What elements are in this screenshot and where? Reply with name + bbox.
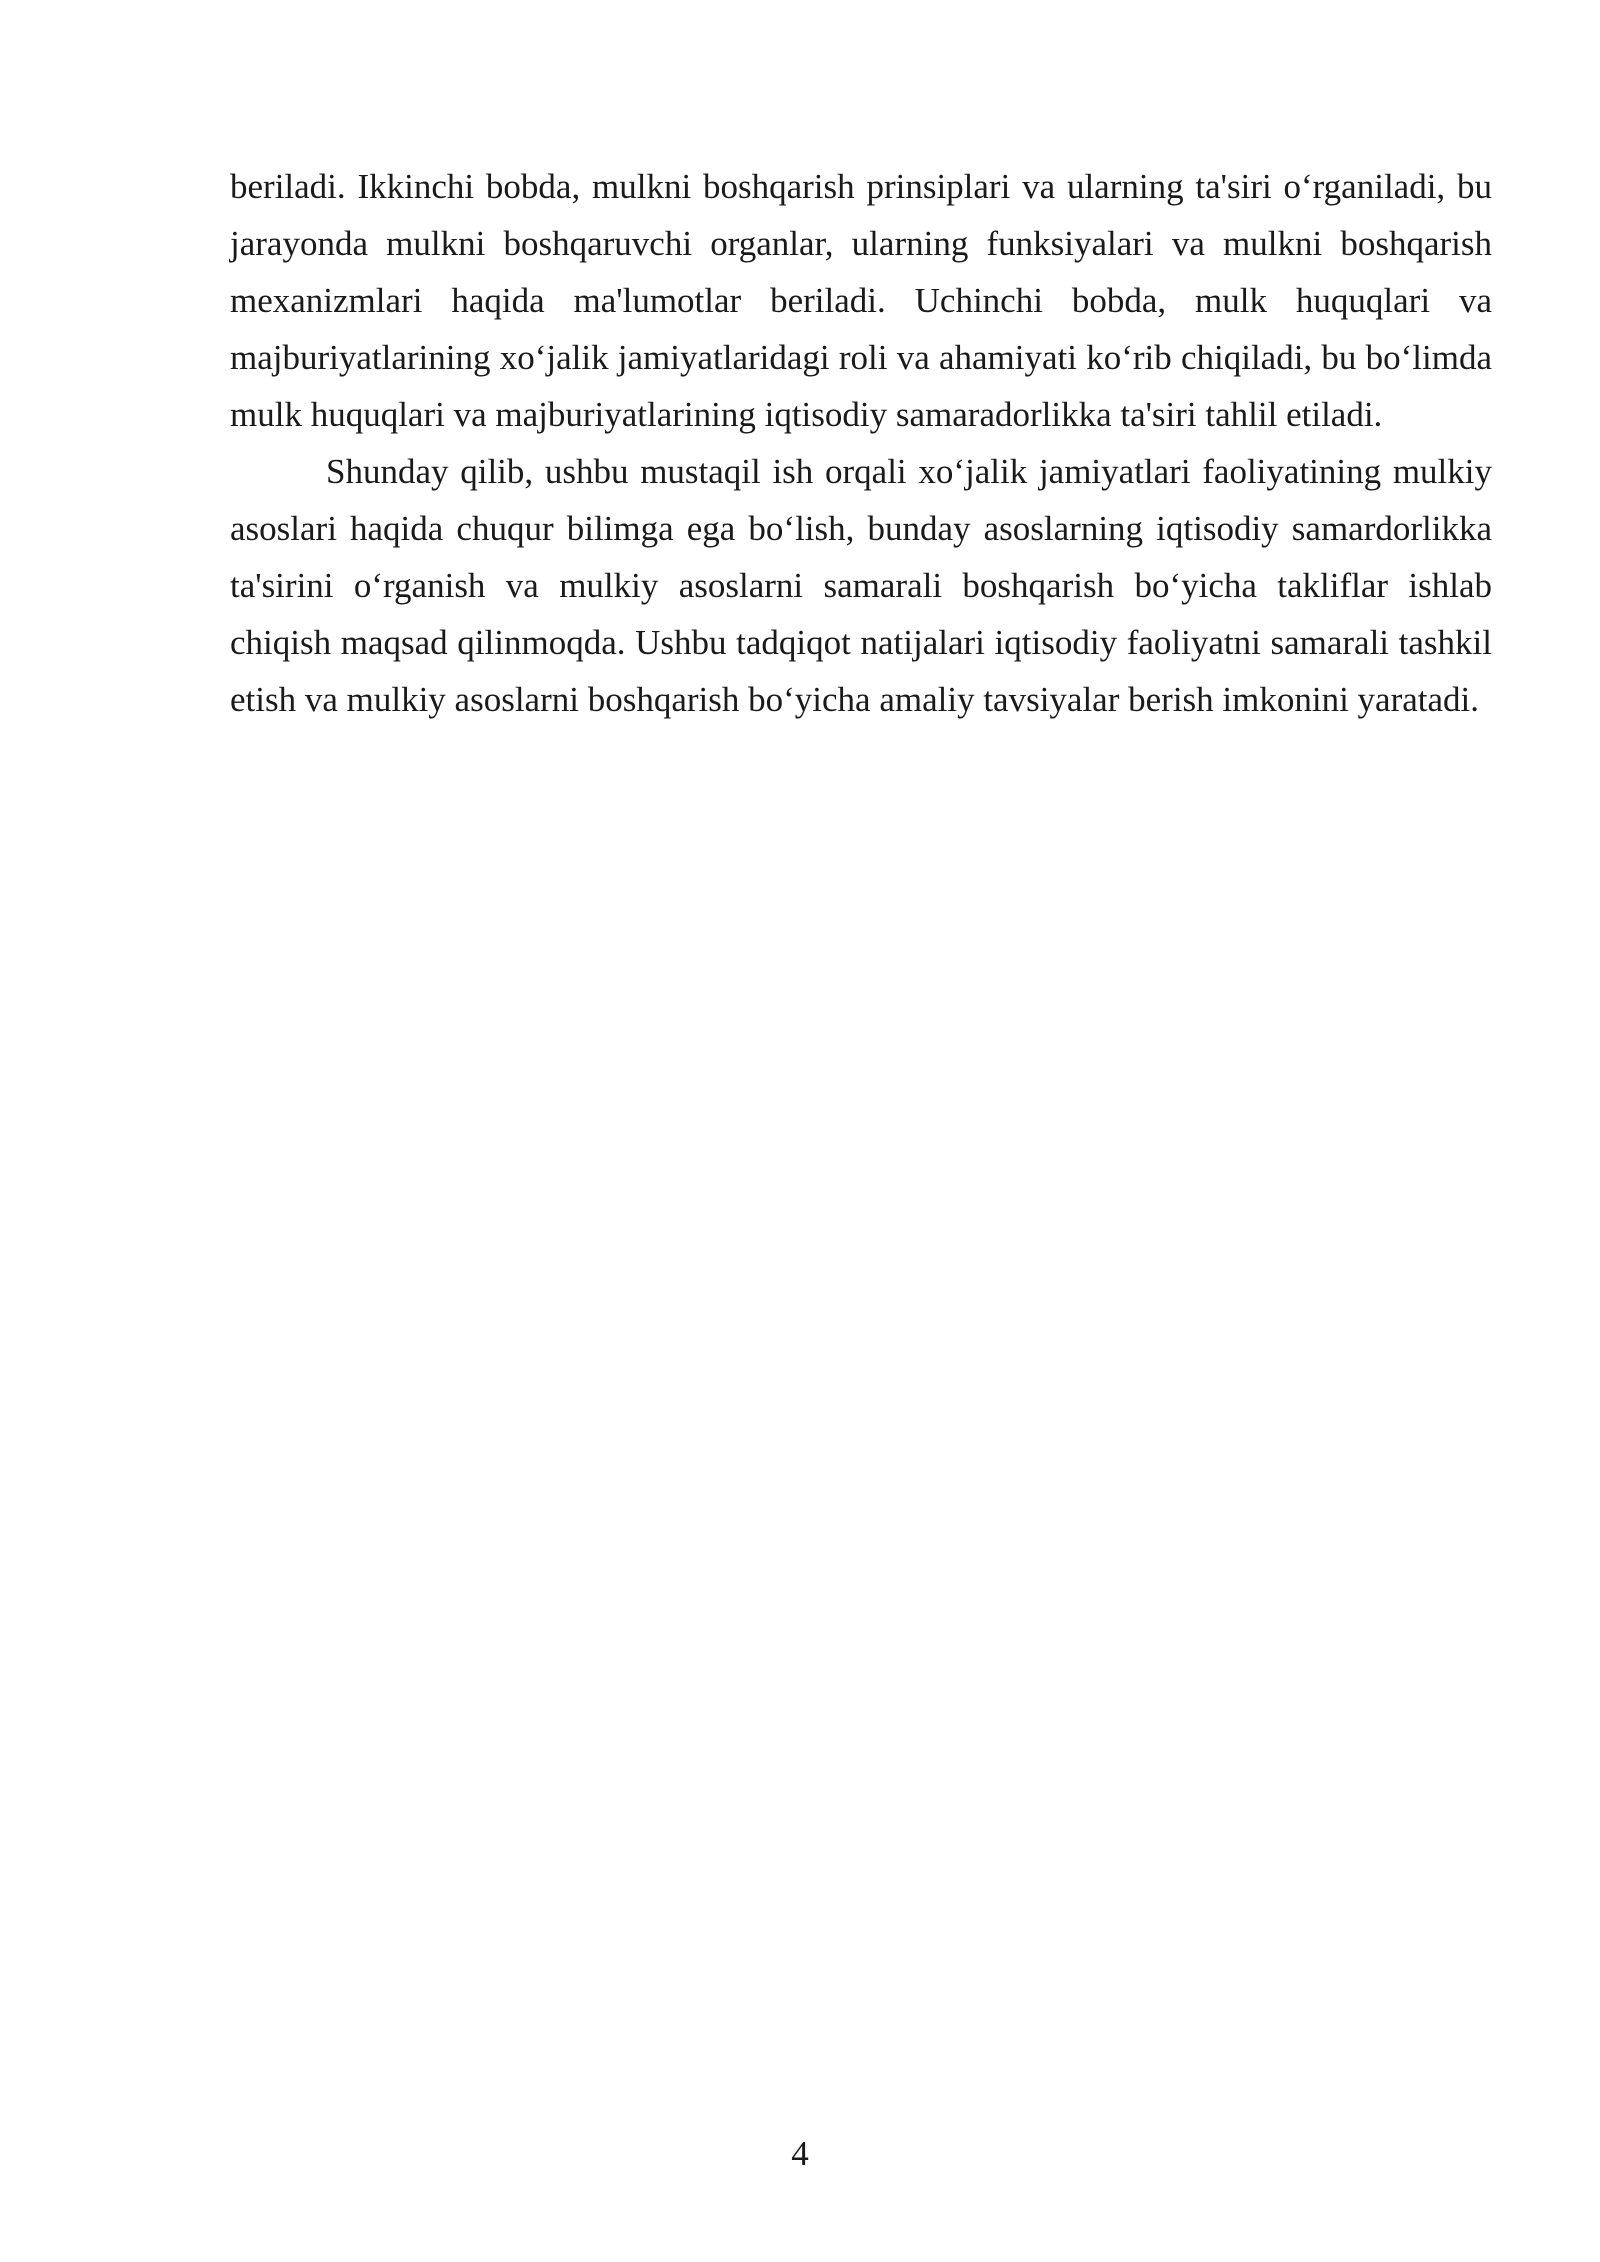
body-text <box>230 158 1492 728</box>
paragraph-continued: beriladi. Ikkinchi bobda, mulkni boshqarish prinsiplari va ularning ta'siri o‘rganiladi, bu jarayonda mulkni boshqaruvchi organlar, ularning funksiyalari va mulkni boshqarish mexanizmlari haqida ma'lumotlar beriladi. Uchinchi bobda, mulk huquqlari va majburiyatlarining xo‘jalik jamiyatlaridagi roli va ahamiyati ko‘rib chiqiladi, bu bo‘limda mulk huquqlari va majburiyatlarining iqtisodiy samaradorlikka ta'siri tahlil etiladi. <box>230 167 1492 434</box>
page-number: 4 <box>791 2134 809 2173</box>
paragraph-conclusion: Shunday qilib, ushbu mustaqil ish orqali xo‘jalik jamiyatlari faoliyatining mulkiy asoslari haqida chuqur bilimga ega bo‘lish, bunday asoslarning iqtisodiy samardorlikka ta'sirini o‘rganish va mulkiy asoslarni samarali boshqarish bo‘yicha takliflar ishlab chiqish maqsad qilinmoqda. Ushbu tadqiqot natijalari iqtisodiy faoliyatni samarali tashkil etish va mulkiy asoslarni boshqarish bo‘yicha amaliy tavsiyalar berish imkonini yaratadi. <box>230 452 1492 719</box>
